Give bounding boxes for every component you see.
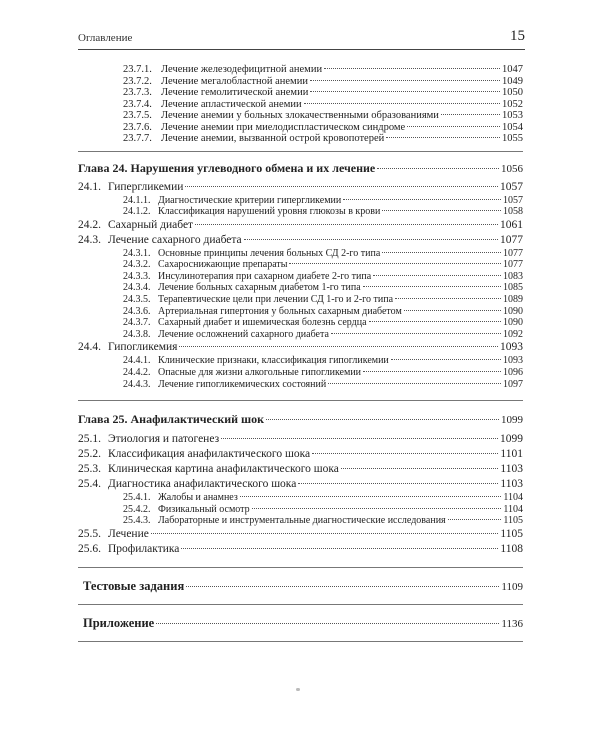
dot-leader: [382, 252, 501, 253]
dot-leader: [298, 483, 498, 484]
dot-leader: [181, 548, 498, 549]
dot-leader: [363, 371, 501, 372]
dot-leader: [404, 310, 501, 311]
dot-leader: [386, 137, 500, 138]
toc-entry-24-1-1[interactable]: 24.1.1. Диагностические критерии гипергликемии 1057: [123, 194, 523, 206]
dot-leader: [324, 68, 500, 69]
dot-leader: [343, 199, 501, 200]
toc-section-25-6[interactable]: 25.6. Профилактика 1108: [78, 543, 523, 555]
dot-leader: [240, 496, 502, 497]
toc-section-25-5[interactable]: 25.5. Лечение 1105: [78, 528, 523, 540]
toc-entry-23-7-4[interactable]: 23.7.4. Лечение апластической анемии 1052: [123, 98, 523, 110]
dot-leader: [373, 275, 501, 276]
dot-leader: [186, 586, 499, 587]
table-of-contents: [78, 64, 523, 642]
toc-entry-24-3-6[interactable]: 24.3.6. Артериальная гипертония у больных сахарным диабетом 1090: [123, 305, 523, 317]
toc-entry-23-7-5[interactable]: 23.7.5. Лечение анемии у больных злокачественными образованиями 1053: [123, 110, 523, 121]
dot-leader: [310, 91, 500, 92]
toc-entry-24-4-2[interactable]: 24.4.2. Опасные для жизни алкогольные гипогликемии 1096: [123, 367, 523, 379]
dot-leader: [341, 468, 499, 469]
toc-entry-24-4-1[interactable]: 24.4.1. Клинические признаки, классификация гипогликемии 1093: [123, 355, 523, 367]
toc-entry-25-4-2[interactable]: 25.4.2. Физикальный осмотр 1104: [123, 503, 523, 515]
toc-entry-24-1-2[interactable]: 24.1.2. Классификация нарушений уровня глюкозы в крови 1058: [123, 206, 523, 218]
toc-section-24-1[interactable]: 24.1. Гипергликемии 1057: [78, 180, 523, 193]
toc-entry-24-3-2[interactable]: 24.3.2. Сахароснижающие препараты 1077: [123, 259, 523, 271]
dot-leader: [377, 168, 499, 169]
dot-leader: [304, 103, 500, 104]
toc-entry-24-3-4[interactable]: 24.3.4. Лечение больных сахарным диабетом 1-го типа 1085: [123, 282, 523, 294]
toc-entry-24-3-7[interactable]: 24.3.7. Сахарный диабет и ишемическая болезнь сердца 1090: [123, 317, 523, 329]
toc-section-24-3[interactable]: 24.3. Лечение сахарного диабета 1077: [78, 233, 523, 246]
toc-chapter-25[interactable]: Глава 25. Анафилактический шок 1099: [78, 412, 523, 427]
dot-leader: [395, 298, 501, 299]
toc-section-25-4[interactable]: 25.4. Диагностика анафилактического шока 1103: [78, 478, 523, 491]
dot-leader: [369, 321, 501, 322]
dot-leader: [221, 438, 498, 439]
dot-leader: [156, 623, 499, 624]
dot-leader: [244, 239, 498, 240]
running-header-title: Оглавление: [78, 32, 133, 44]
dot-leader: [195, 224, 498, 225]
toc-section-25-2[interactable]: 25.2. Классификация анафилактического шока 1101: [78, 448, 523, 461]
dot-leader: [441, 114, 500, 115]
dot-leader: [328, 383, 501, 384]
toc-entry-24-3-8[interactable]: 24.3.8. Лечение осложнений сахарного диабета 1092: [123, 328, 523, 340]
dot-leader: [363, 286, 501, 287]
dot-leader: [151, 533, 499, 534]
toc-test-tasks[interactable]: Тестовые задания 1109: [83, 579, 523, 593]
toc-chapter-24[interactable]: Глава 24. Нарушения углеводного обмена и их лечение 1056: [78, 160, 523, 175]
toc-entry-23-7-1[interactable]: 23.7.1. Лечение железодефицитной анемии 1047: [123, 64, 523, 75]
dot-leader: [252, 508, 502, 509]
toc-section-25-3[interactable]: 25.3. Клиническая картина анафилактического шока 1103: [78, 463, 523, 476]
toc-entry-23-7-2[interactable]: 23.7.2. Лечение мегалобластной анемии 1049: [123, 75, 523, 87]
toc-section-24-2[interactable]: 24.2. Сахарный диабет 1061: [78, 218, 523, 231]
dot-leader: [185, 186, 498, 187]
toc-entry-24-3-3[interactable]: 24.3.3. Инсулинотерапия при сахарном диабете 2-го типа 1083: [123, 270, 523, 282]
dot-leader: [179, 346, 498, 347]
section-divider: [78, 641, 523, 642]
toc-entry-23-7-7[interactable]: 23.7.7. Лечение анемии, вызванной острой кровопотерей 1055: [123, 133, 523, 144]
dot-leader: [266, 419, 499, 420]
toc-section-25-1[interactable]: 25.1. Этиология и патогенез 1099: [78, 433, 523, 446]
dot-leader: [331, 333, 501, 334]
print-speck: [296, 688, 300, 691]
header-rule: [78, 49, 525, 50]
dot-leader: [312, 453, 498, 454]
dot-leader: [382, 210, 501, 211]
toc-section-24-4[interactable]: 24.4. Гипогликемия 1093: [78, 341, 523, 354]
dot-leader: [448, 519, 502, 520]
dot-leader: [391, 359, 501, 360]
dot-leader: [407, 126, 500, 127]
toc-entry-24-3-1[interactable]: 24.3.1. Основные принципы лечения больных СД 2-го типа 1077: [123, 247, 523, 259]
toc-entry-24-4-3[interactable]: 24.4.3. Лечение гипогликемических состояний 1097: [123, 378, 523, 390]
toc-entry-25-4-1[interactable]: 25.4.1. Жалобы и анамнез 1104: [123, 492, 523, 504]
toc-entry-23-7-3[interactable]: 23.7.3. Лечение гемолитической анемии 1050: [123, 87, 523, 98]
toc-entry-24-3-5[interactable]: 24.3.5. Терапевтические цели при лечении СД 1-го и 2-го типа 1089: [123, 294, 523, 306]
running-header: [78, 26, 525, 50]
toc-entry-25-4-3[interactable]: 25.4.3. Лабораторные и инструментальные диагностические исследования 1105: [123, 515, 523, 527]
dot-leader: [289, 263, 501, 264]
page-number: 15: [510, 28, 525, 44]
dot-leader: [310, 80, 500, 81]
toc-appendix[interactable]: Приложение 1136: [83, 616, 523, 630]
toc-entry-23-7-6[interactable]: 23.7.6. Лечение анемии при миелодиспластическом синдроме 1054: [123, 121, 523, 133]
